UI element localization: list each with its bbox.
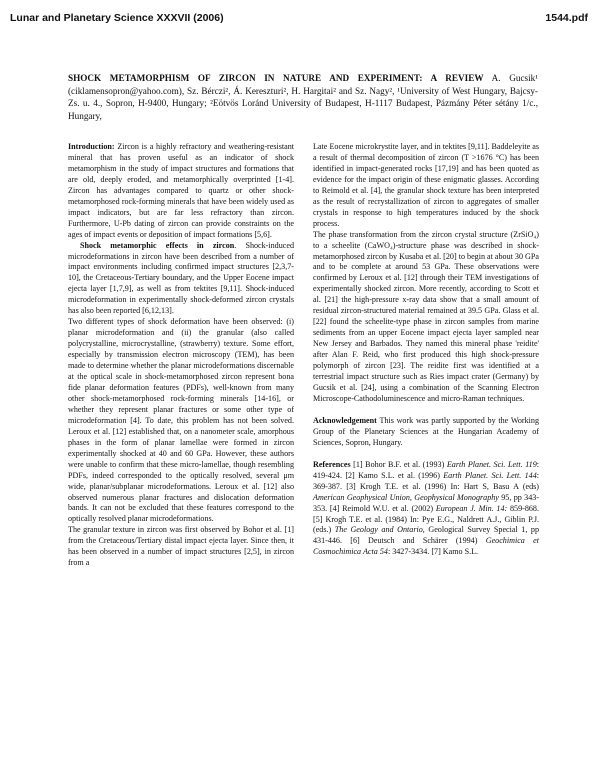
- ref-journal: Earth Planet. Sci. Lett. 119: [446, 459, 537, 469]
- acknowledgement-paragraph: [313, 416, 539, 449]
- journal-header: Lunar and Planetary Science XXXVII (2006): [10, 12, 224, 24]
- ref-text: [1] Bohor B.F. et al. (1993): [350, 459, 447, 469]
- right-column: [313, 142, 539, 558]
- intro-heading: Introduction:: [68, 142, 115, 151]
- refs-heading: References: [313, 459, 351, 469]
- ref-journal: European J. Min. 14:: [435, 503, 508, 513]
- ref-journal: The Geology and Ontario: [334, 525, 423, 535]
- title-block: [68, 72, 538, 122]
- ack-text: This work was partly supported by the Working Group of the Planetary Sciences at the Hungarian Academy of Sciences, Sopron, Hungary.: [313, 415, 539, 447]
- ref-journal: Earth Planet. Sci. Lett. 144: [443, 470, 537, 480]
- ack-heading: Acknowledgement: [313, 415, 377, 425]
- authors-affiliations: A. Gucsik¹ (ciklamensopron@yahoo.com), Sz. Bérczi², Á. Kereszturi², H. Hargitai² and Sz. Nagy², ¹University of West Hungary, Bajcsy-Zs. u. 4., Sopron, H-9400, Hungary; ²Eötvös Loránd University of Budapest, H-1117 Budapest, Pázmány Péter sétány 1/c., Hungary,: [68, 73, 538, 121]
- ref-journal: American Geophysical Union, Geophysical Monography: [313, 492, 499, 502]
- ref-text: , Geological Survey Special 1, pp 431-446. [6] Deutsch and Schärer (1994): [313, 525, 539, 546]
- intro-text: Zircon is a highly refractory and weathering-resistant mineral that has proven useful as an indicator of shock metamorphism in the study of impact structures and formations that are old, deeply eroded, and metamorphically overprinted [1-4]. Zircon has advantages compared to quartz or other shock-metamorphosed rock-forming minerals that have been widely used as impact indicators, but are far less refractory than zircon. Furthermore, U-Pb dating of zircon can provide constraints on the ages of impact events or deposition of impact formations [5,6].: [68, 142, 294, 239]
- effects-heading: Shock metamorphic effects in zircon: [80, 240, 235, 250]
- effects-paragraph: [68, 241, 294, 318]
- paper-title: SHOCK METAMORPHISM OF ZIRCON IN NATURE AND EXPERIMENT: A REVIEW: [68, 73, 484, 83]
- granular-paragraph: The granular texture in zircon was first observed by Bohor et al. [1] from the Cretaceous/Tertiary distal impact ejecta layer. Since then, it has been observed in a number of impact structures [2,5], in zircon from a: [68, 525, 294, 568]
- ref-journal: Geochimica et Cosmochimica Acta 54: [313, 536, 539, 557]
- ref-text: : 419-424. [2] Kamo S.L. et al. (1996): [313, 459, 539, 480]
- ref-text: 95, pp 343-353. [4] Reimold W.U. et al. (2002): [313, 492, 539, 513]
- left-column: [68, 142, 294, 569]
- intro-paragraph: [68, 142, 294, 241]
- effects-text: . Shock-induced microdeformations in zircon have been described from a number of impact environments including confirmed impact structures [2,3,7-10], the Cretaceous-Tertiary boundary, and the Upper Eocene impact ejecta layer [1,7,9], as well as from tektites [9,11]. Shock-induced microdeformation in experimentally shock-deformed zircon crystals has also been reported [6,12,13].: [68, 240, 294, 316]
- two-types-paragraph: Two different types of shock deformation have been observed: (i) planar microdeformation and (ii) the granular (also called polycrystalline, microcrystalline, (strawberry) texture. Some effort, especially by transmission electron microscopy (TEM), has been made to determine whether the planar microdeformations discernable at the optical scale in shock-metamorphosed zircon represent bona fide planar deformation features (PDFs), well-known from many other shock-metamorphosed rock-forming minerals [14-16], or whether they represent planar fractures or some other type of microdeformation [4]. To date, this problem has not been solved. Leroux et al. [12] established that, on a nanometer scale, amorphous phases in the form of planar lamellae were formed in zircon experimentally shocked at 40 and 60 GPa. However, these authors were unable to confirm that these micro-lamellae, though resembling PDFs, indeed corresponded to the optically resolved, several μm wide, planar/subplanar microdeformations. Leroux et al. [12] also observed numerous planar fractures and dislocation deformation bands. It can not be excluded that these features correspond to the optically resolved planar microdeformations.: [68, 317, 294, 524]
- references-paragraph: [313, 460, 539, 559]
- ref-text: : 369-387. [3] Krogh T.E. et al. (1996) In: Hart S, Basu A (eds): [313, 470, 539, 491]
- continued-paragraph: Late Eocene microkrystite layer, and in tektites [9,11]. Baddeleyite as a result of thermal decomposition of zircon (T >1676 °C) has been identified in impact-generated rocks [17,19] and has been quoted as evidence for the impact origin of these enigmatic glasses. According to Reimold et al. [4], the granular shock texture has been interpreted as the result of recrystallization of zircon to aggregates of smaller crystals in response to high temperatures induced by the shock process.: [313, 142, 539, 228]
- ref-text: : 3427-3434. [7] Kamo S.L.: [387, 547, 479, 557]
- phase-paragraph: The phase transformation from the zircon crystal structure (ZrSiO₄) to a scheelite (CaWO₄)-structure phase was described in shock-metamorphosed zircon by Kusaba et al. [20] to begin at about 30 GPa and to be complete at around 53 GPa. These observations were confirmed by Leroux et al. [12] through their TEM investigations of experimentally shocked zircon. More recently, according to Scott et al. [21] the high-pressure x-ray data show that a small amount of residual zircon-structured material remained at 39.5 GPa. Glass et al. [22] found the scheelite-type phase in zircon samples from marine sediments from an upper Eocene impact ejecta layer sampled near New Jersey and Barbados. They named this mineral phase 'reidite' after Alan F. Reid, who first produced this high shock-pressure polymorph of zircon [23]. The reidite first was identified at a terrestrial impact structure such as Ries impact crater (Germany) by Gucsik et al. [24], using a combination of the Scanning Electron Microscope-Cathodoluminescence and micro-Raman techniques.: [313, 229, 539, 403]
- ref-text: 859-868. [5] Krogh T.E. et al. (1984) In: Pye E.G., Naldrett A.J., Giblin P.J. (eds.): [313, 503, 539, 535]
- pdf-id: 1544.pdf: [545, 12, 588, 24]
